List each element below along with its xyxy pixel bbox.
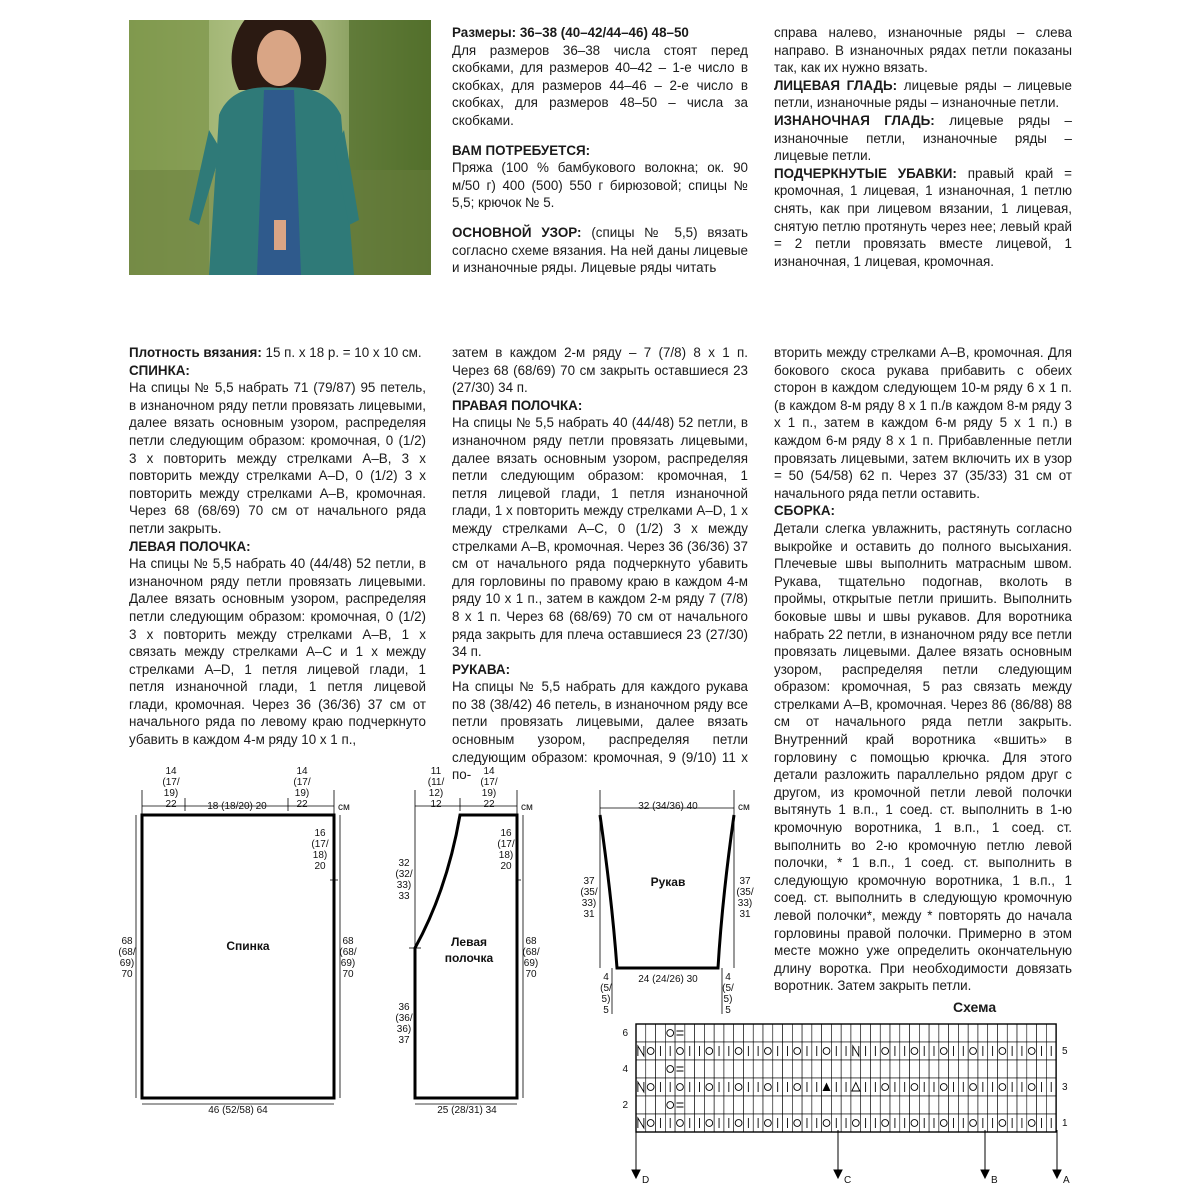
stitch-chart: [622, 1024, 1070, 1186]
chart-cell: [831, 1060, 841, 1078]
chart-cell: [939, 1060, 949, 1078]
back-bottom-dim: 46 (52/58) 64: [208, 1105, 268, 1116]
chart-cell: [968, 1060, 978, 1078]
back-top-right-dim-3: 19): [294, 788, 310, 799]
sleeve-schematic: [580, 790, 753, 1016]
chart-cell: [792, 1024, 802, 1042]
chart-cell: [812, 1096, 822, 1114]
stockinette-heading: ЛИЦЕВАЯ ГЛАДЬ:: [774, 77, 898, 93]
sleeve-cuff-right-dim-3: 5): [723, 994, 733, 1005]
svg-text:4(5/5)5: [600, 972, 612, 1016]
chart-cell: [783, 1060, 793, 1078]
chart-cell: [636, 1096, 646, 1114]
back-top-left-dim-4: 22: [165, 799, 177, 810]
chart-cell: [685, 1060, 695, 1078]
back-top-left-dim-3: 19): [163, 788, 179, 799]
chart-cell: [685, 1096, 695, 1114]
chart-cell: [812, 1060, 822, 1078]
chart-cell: [1027, 1096, 1037, 1114]
chart-cell: [1017, 1024, 1027, 1042]
front-shoulder-dim-3: 19): [481, 788, 497, 799]
sleeve-cuff-left-dim-2: (5/: [600, 983, 612, 994]
chart-cell: [870, 1024, 880, 1042]
chart-cell: [1027, 1060, 1037, 1078]
chart-cell: [743, 1060, 753, 1078]
back-top-right-dim-2: (17/: [293, 777, 311, 788]
main-pattern-heading: ОСНОВНОЙ УЗОР:: [452, 224, 582, 240]
row-label-left-2: 4: [622, 1064, 628, 1075]
chart-cell: [822, 1060, 832, 1078]
chart-cell: [851, 1096, 861, 1114]
back-height-left-dim-3: 69): [119, 958, 135, 969]
sleeve-bottom-dim: 24 (24/26) 30: [638, 974, 698, 985]
front-lower-dim: 36: [398, 1002, 410, 1013]
back-unit-label: см: [338, 802, 350, 813]
front-lower-dim-2: (36/: [395, 1013, 413, 1024]
svg-text:32(32/33)33: [395, 858, 412, 902]
chart-cell: [1007, 1096, 1017, 1114]
sleeve-unit-label: см: [738, 802, 750, 813]
chart-cell: [704, 1060, 714, 1078]
sleeves-continued: вторить между стрелками A–B, кромочная. Для бокового скоса рукава прибавить с обеих сторон в каждом следующем 10-м ряду 6 x 1 п. (в каждом 8-м ряду 8 x 1 п./в каждом 8-м ряду 3 x 1 п., затем в каждом 6-м ряду 5 x 1 п.) в каждом 6-м ряду 8 x 1 п. Прибавленные петли провязать лицевыми, затем включить их в узор = 50 (54/58) 62 п. Через 37 (35/33) 31 см от начального ряда петли оставить.: [774, 345, 1072, 501]
front-neck-height-dim-2: (32/: [395, 869, 413, 880]
chart-cell: [851, 1078, 861, 1096]
chart-cell: [910, 1024, 920, 1042]
svg-text:68(68/69)70: [339, 936, 356, 980]
front-shoulder-dim-4: 22: [483, 799, 495, 810]
back-height-left-dim: 68: [121, 936, 133, 947]
chart-cell: [734, 1024, 744, 1042]
chart-cell: [714, 1060, 724, 1078]
chart-cell: [822, 1096, 832, 1114]
chart-cell: [900, 1096, 910, 1114]
front-armhole-dim: 16: [500, 828, 512, 839]
front-height-dim: 68: [525, 936, 537, 947]
chart-cell: [861, 1024, 871, 1042]
chart-cell: [802, 1096, 812, 1114]
left-front-heading: ЛЕВАЯ ПОЛОЧКА:: [129, 538, 251, 554]
back-armhole-dim-2: (17/: [311, 839, 329, 850]
chart-cell: [978, 1024, 988, 1042]
back-top-right-dim-4: 22: [296, 799, 308, 810]
chart-cell: [724, 1024, 734, 1042]
front-height-dim-3: 69): [523, 958, 539, 969]
chart-cell: [802, 1060, 812, 1078]
chart-cell: [636, 1060, 646, 1078]
back-top-mid-dim: 18 (18/20) 20: [207, 801, 267, 812]
chart-cell: [675, 1060, 685, 1078]
chart-cell: [890, 1096, 900, 1114]
back-text: На спицы № 5,5 набрать 71 (79/87) 95 петель, в изнаночном ряду петли провязать лицевыми, далее вязать основным узором, распределяя петли следующим образом: кромочная, 0 (1/2) 3 x повторить между стрелками A–B, 3 x повторить между стрелками A–D, 0 (1/2) 3 x повторить между стрелками A–B, кромочная. Через 68 (68/69) 70 см от начального ряда петли закрыть.: [129, 380, 426, 536]
chart-cell: [1017, 1096, 1027, 1114]
back-top-right-dim: 14: [296, 766, 308, 777]
chart-cell: [724, 1060, 734, 1078]
sleeve-cuff-left-dim-3: 5): [601, 994, 611, 1005]
chart-cell: [656, 1060, 666, 1078]
svg-text:68(68/69)70: [118, 936, 135, 980]
assembly-text: Детали слегка увлажнить, растянуть согласно выкройке и оставить до полного высыхания. Плечевые швы выполнить матрасным швом. Рукава, тщательно подогнав, вколоть в проймы, открытые петли пришить. Выполнить боковые швы и швы рукавов. Для воротника набрать 22 петли, в изнаночном ряду все петли провязать лицевыми. Далее вязать основным узором, распределяя петли следующим образом: кромочная, 5 раз связать между стрелками A–B, кромочная. Через 86 (86/88) 88 см от начального ряда петли закрыть. Внутренний край воротника «вшить» в горловину с помощью крючка. Для этого детали разложить параллельно рядом друг с другом, из кромочной петли левой полочки вытянуть 1 в.п., 1 соед. ст. выполнить в 1-ю кромочную воротника, 1 в.п., 1 соед. ст. выполнить во 2-ю кромочную петлю левой полочки, * 1 в.п., 1 соед. ст. выполнить в следующую кромочную воротника, 1 в.п., 1 соед. ст. выполнить в следующую кромочную левой полочки*, между * повторять до начала горловины правой полочки. Примерно в этом месте можно уже определить окончательную длину воротка. При необходимости довязать воротник. Затем закрыть петли.: [774, 520, 1072, 994]
chart-cell: [958, 1096, 968, 1114]
sizes-heading: Размеры: 36–38 (40–42/44–46) 48–50: [452, 25, 689, 40]
chart-cell: [939, 1096, 949, 1114]
back-top-left-dim: 14: [165, 766, 177, 777]
chart-cell: [1007, 1024, 1017, 1042]
chart-cell: [714, 1096, 724, 1114]
back-height-left-dim-4: 70: [121, 969, 133, 980]
chart-cell: [763, 1024, 773, 1042]
decreases-text: правый край = кромочная, 1 лицевая, 1 изнаночная, 1 петлю снять, как при лицевом вязании, 1 лицевая, снятую петлю протянуть через нее; левый край = 2 петли провязать вместе лицевой, 1 изнаночная, 1 лицевая, кромочная.: [774, 165, 1072, 269]
chart-cell: [704, 1096, 714, 1114]
materials-text: Пряжа (100 % бамбукового волокна; ок. 90 м/50 г) 400 (500) 550 г бирюзовой; спицы № 5,5; крючок № 5.: [452, 160, 748, 211]
chart-cell: [988, 1024, 998, 1042]
sleeve-length-left-dim-3: 33): [581, 898, 597, 909]
chart-cell: [939, 1024, 949, 1042]
arrow-label-a: A: [1063, 1175, 1070, 1186]
right-front-text: На спицы № 5,5 набрать 40 (44/48) 52 петли, в изнаночном ряду петли провязать лицевыми, далее вязать основным узором, распределяя петли следующим образом: кромочная, 1 петля лицевой глади, 1 петля изнаночной глади, 1 x повторить между стрелками A–D, 1 x между стрелками A–C, 0 (1/2) 3 x между стрелками A–B, кромочная. Через 36 (36/36) 37 см от начального ряда подчеркнуто убавить для горловины по правому краю в каждом 4-м ряду 10 x 1 п., затем в каждом 2-м ряду 7 (7/8) 8 x 1 п. Через 68 (68/69) 70 см от начального ряда закрыть для плеча оставшиеся 23 (27/30) 34 п.: [452, 415, 748, 660]
chart-cell: [968, 1024, 978, 1042]
chart-cell: [988, 1096, 998, 1114]
chart-cell: [900, 1024, 910, 1042]
chart-cell: [841, 1096, 851, 1114]
front-lower-dim-4: 37: [398, 1035, 410, 1046]
back-height-right-dim: 68: [342, 936, 354, 947]
chart-cell: [910, 1096, 920, 1114]
chart-cell: [773, 1060, 783, 1078]
row-label-right-2: 3: [1062, 1082, 1068, 1093]
back-height-right-dim-3: 69): [340, 958, 356, 969]
arrow-c-icon: [834, 1170, 842, 1178]
front-height-dim-2: (68/: [522, 947, 540, 958]
chart-cell: [900, 1060, 910, 1078]
front-neck-width-dim: 11: [430, 766, 442, 777]
svg-text:11(11/12)12: [428, 766, 445, 810]
chart-cell: [734, 1096, 744, 1114]
arrow-label-b: B: [991, 1175, 998, 1186]
chart-cell: [919, 1024, 929, 1042]
back-heading: СПИНКА:: [129, 362, 190, 378]
gauge-text: 15 п. x 18 р. = 10 x 10 см.: [265, 345, 422, 360]
chart-cell: [773, 1024, 783, 1042]
chart-cell: [675, 1024, 685, 1042]
chart-cell: [949, 1060, 959, 1078]
chart-cell: [763, 1060, 773, 1078]
chart-cell: [997, 1024, 1007, 1042]
chart-cell: [958, 1060, 968, 1078]
chart-cell: [753, 1060, 763, 1078]
front-neck-height-dim: 32: [398, 858, 410, 869]
front-neck-width-dim-2: (11/: [427, 777, 445, 788]
schema-title: Схема: [953, 999, 997, 1015]
chart-cell: [880, 1024, 890, 1042]
arrow-a-icon: [1053, 1170, 1061, 1178]
main-pattern-text: (спицы № 5,5) вязать согласно схеме вязания. На ней даны лицевые и изнаночные ряды. Лицевые ряды читать: [452, 224, 748, 276]
svg-text:14(17/19)22: [293, 766, 310, 810]
svg-text:16(17/18)20: [497, 828, 514, 872]
front-armhole-dim-3: 18): [498, 850, 514, 861]
svg-text:68(68/69)70: [522, 936, 539, 980]
svg-text:16(17/18)20: [311, 828, 328, 872]
sleeve-cuff-right-dim: 4: [725, 972, 731, 983]
chart-cell: [695, 1096, 705, 1114]
svg-text:14(17/19)22: [162, 766, 179, 810]
chart-cell: [870, 1060, 880, 1078]
svg-text:36(36/36)37: [395, 1002, 412, 1046]
chart-cell: [910, 1060, 920, 1078]
chart-cell: [724, 1096, 734, 1114]
chart-cell: [978, 1096, 988, 1114]
chart-cell: [949, 1096, 959, 1114]
stitch-chart-cells: [636, 1024, 1056, 1132]
chart-cell: [1037, 1096, 1047, 1114]
chart-cell: [636, 1024, 646, 1042]
sleeve-length-left-dim-4: 31: [583, 909, 595, 920]
front-shoulder-dim-2: (17/: [480, 777, 498, 788]
front-schematic: [395, 766, 539, 1116]
front-neck-height-dim-4: 33: [398, 891, 410, 902]
assembly-heading: СБОРКА:: [774, 503, 835, 519]
chart-cell: [1037, 1024, 1047, 1042]
chart-cell: [685, 1024, 695, 1042]
back-top-left-dim-2: (17/: [162, 777, 180, 788]
chart-cell: [734, 1060, 744, 1078]
front-neck-width-dim-3: 12): [428, 788, 444, 799]
chart-cell: [1017, 1060, 1027, 1078]
chart-cell: [695, 1060, 705, 1078]
chart-cell: [880, 1060, 890, 1078]
chart-cell: [646, 1060, 656, 1078]
arrow-d-icon: [632, 1170, 640, 1178]
chart-cell: [958, 1024, 968, 1042]
reverse-stockinette-heading: ИЗНАНОЧНАЯ ГЛАДЬ:: [774, 112, 935, 128]
chart-cell: [870, 1096, 880, 1114]
chart-cell: [792, 1096, 802, 1114]
chart-cell: [968, 1096, 978, 1114]
chart-cell: [861, 1060, 871, 1078]
sleeve-name: Рукав: [650, 875, 686, 889]
front-name-line1: Левая: [451, 935, 487, 949]
chart-cell: [1046, 1096, 1056, 1114]
chart-cell: [841, 1024, 851, 1042]
back-height-right-dim-2: (68/: [339, 947, 357, 958]
front-neck-height-dim-3: 33): [396, 880, 412, 891]
row-label-left-3: 2: [622, 1100, 628, 1111]
chart-cell: [841, 1060, 851, 1078]
reverse-stockinette-text: лицевые ряды – изнаночные петли, изнаночные ряды – лицевые петли.: [774, 112, 1072, 164]
chart-cell: [831, 1024, 841, 1042]
chart-cell: [1046, 1060, 1056, 1078]
right-front-heading: ПРАВАЯ ПОЛОЧКА:: [452, 397, 583, 413]
arrow-b-icon: [981, 1170, 989, 1178]
svg-text:14(17/19)22: [480, 766, 497, 810]
chart-cell: [783, 1096, 793, 1114]
chart-cell: [783, 1024, 793, 1042]
chart-cell: [695, 1024, 705, 1042]
arrow-label-c: C: [844, 1175, 852, 1186]
sleeve-length-right-dim-2: (35/: [736, 887, 754, 898]
chart-cell: [763, 1096, 773, 1114]
front-armhole-dim-2: (17/: [497, 839, 515, 850]
chart-cell: [851, 1024, 861, 1042]
chart-cell: [929, 1024, 939, 1042]
sleeve-length-left-dim-2: (35/: [580, 887, 598, 898]
front-shoulder-dim: 14: [483, 766, 495, 777]
chart-cell: [753, 1024, 763, 1042]
chart-cell: [812, 1024, 822, 1042]
chart-cell: [822, 1024, 832, 1042]
chart-cell: [851, 1060, 861, 1078]
front-bottom-dim: 25 (28/31) 34: [437, 1105, 497, 1116]
svg-text:37(35/33)31: [580, 876, 597, 920]
chart-cell: [988, 1060, 998, 1078]
chart-cell: [743, 1096, 753, 1114]
svg-text:4(5/5)5: [722, 972, 734, 1016]
chart-cell: [831, 1096, 841, 1114]
sizes-text: Для размеров 36–38 числа стоят перед скобками, для размеров 40–42 – 1-е число в скобках, для размеров 44–46 – 2-е число в скобках, для размеров 48–50 – числа за скобками.: [452, 42, 748, 128]
chart-cell: [714, 1024, 724, 1042]
row-label-right-3: 1: [1062, 1118, 1068, 1129]
arrow-label-d: D: [642, 1175, 650, 1186]
sleeve-cuff-right-dim-2: (5/: [722, 983, 734, 994]
chart-cell: [861, 1096, 871, 1114]
chart-cell: [656, 1096, 666, 1114]
chart-cell: [753, 1096, 763, 1114]
chart-cell: [929, 1096, 939, 1114]
chart-cell: [890, 1060, 900, 1078]
chart-cell: [949, 1024, 959, 1042]
decreases-heading: ПОДЧЕРКНУТЫЕ УБАВКИ:: [774, 165, 957, 181]
back-armhole-dim-4: 20: [314, 861, 326, 872]
chart-cell: [997, 1096, 1007, 1114]
front-armhole-dim-4: 20: [500, 861, 512, 872]
front-lower-dim-3: 36): [396, 1024, 412, 1035]
sleeve-length-right-dim-3: 33): [737, 898, 753, 909]
chart-cell: [656, 1024, 666, 1042]
sleeve-cuff-left-dim-4: 5: [603, 1005, 609, 1016]
left-front-text: На спицы № 5,5 набрать 40 (44/48) 52 петли, в изнаночном ряду петли провязать лицевыми. Далее вязать основным узором, распределяя петли следующим образом: кромочная, 0 (1/2) 3 x повторить между стрелками A–B, 1 x связать между стрелками A–C и 1 x между стрелками A–D, 1 петля лицевой глади, 1 петля изнаночной глади, 1 петля лицевой глади, кромочная. Через 36 (36/36) 37 см от начального ряда по левому краю подчеркнуто убавить в каждом 4-м ряду 10 x 1 п.,: [129, 556, 426, 748]
back-armhole-dim: 16: [314, 828, 326, 839]
chart-cell: [929, 1060, 939, 1078]
chart-cell: [646, 1024, 656, 1042]
materials-heading: ВАМ ПОТРЕБУЕТСЯ:: [452, 142, 591, 158]
chart-cell: [919, 1060, 929, 1078]
row-label-left-1: 6: [622, 1028, 628, 1039]
back-armhole-dim-3: 18): [312, 850, 328, 861]
chart-cell: [743, 1024, 753, 1042]
left-front-continued: затем в каждом 2-м ряду – 7 (7/8) 8 x 1 п. Через 68 (68/69) 70 см закрыть оставшиеся 23 (27/30) 34 п.: [452, 345, 748, 396]
back-schematic: [118, 766, 356, 1116]
front-name-line2: полочка: [444, 951, 494, 965]
sleeves-text: На спицы № 5,5 набрать для каждого рукава по 38 (38/42) 46 петель, в изнаночном ряду все петли провязать лицевыми, далее вязать основным узором, распределяя петли следующим образом: кромочная, 9 (9/10) 11 x по-: [452, 679, 748, 783]
chart-cell: [890, 1024, 900, 1042]
chart-cell: [1037, 1060, 1047, 1078]
row-label-right-1: 5: [1062, 1046, 1068, 1057]
stockinette-text: лицевые ряды – лицевые петли, изнаночные ряды – изнаночные петли.: [774, 77, 1072, 111]
chart-cell: [997, 1060, 1007, 1078]
front-neck-width-dim-4: 12: [430, 799, 442, 810]
back-height-right-dim-4: 70: [342, 969, 354, 980]
sleeve-length-right-dim: 37: [739, 876, 751, 887]
chart-cell: [646, 1096, 656, 1114]
chart-cell: [1007, 1060, 1017, 1078]
chart-cell: [919, 1096, 929, 1114]
svg-text:37(35/33)31: [736, 876, 753, 920]
sleeve-top-dim: 32 (34/36) 40: [638, 801, 698, 812]
chart-cell: [792, 1060, 802, 1078]
pattern-continued-text: справа налево, изнаночные ряды – слева направо. В изнаночных рядах петли показаны так, как их нужно вязать.: [774, 25, 1072, 76]
chart-cell: [773, 1096, 783, 1114]
gauge-heading: Плотность вязания:: [129, 345, 262, 360]
sleeve-length-left-dim: 37: [583, 876, 595, 887]
chart-cell: [1046, 1024, 1056, 1042]
chart-cell: [880, 1096, 890, 1114]
sleeve-cuff-left-dim: 4: [603, 972, 609, 983]
back-height-left-dim-2: (68/: [118, 947, 136, 958]
sleeve-length-right-dim-4: 31: [739, 909, 751, 920]
chart-cell: [978, 1060, 988, 1078]
sleeve-cuff-right-dim-4: 5: [725, 1005, 731, 1016]
front-unit-label: см: [521, 802, 533, 813]
back-name: Спинка: [226, 939, 270, 953]
chart-cell: [802, 1024, 812, 1042]
chart-cell: [1027, 1024, 1037, 1042]
sleeves-heading: РУКАВА:: [452, 661, 511, 677]
chart-cell: [675, 1096, 685, 1114]
front-height-dim-4: 70: [525, 969, 537, 980]
chart-cell: [704, 1024, 714, 1042]
